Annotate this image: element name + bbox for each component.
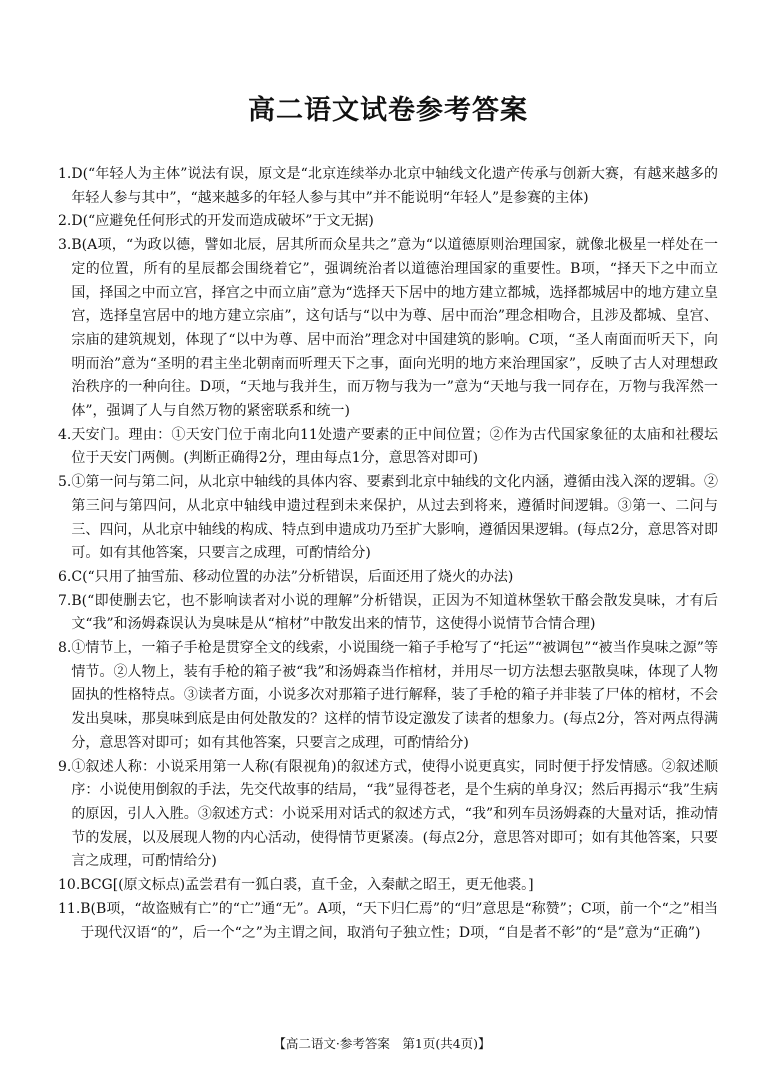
- answer-text: 天安门。理由：①天安门位于南北向11处遗产要素的正中间位置；②作为古代国家象征的太庙和社稷坛位于天安门两侧。(判断正确得2分，理由每点1分，意思答对即可): [71, 426, 718, 467]
- answer-number: 9.: [58, 758, 72, 775]
- answer-number: 2.: [58, 213, 72, 230]
- answer-text: ①情节上，一箱子手枪是贯穿全文的线索，小说围绕一箱子手枪写了“托运”“被调包”“被当作臭味之源”等情节。②人物上，装有手枪的箱子被“我”和汤姆森当作棺材，并用尽一切方法想去驱散臭味，体现了人物固执的性格特点。③读者方面，小说多次对那箱子进行解释，装了手枪的箱子并非装了尸体的棺材，不会发出臭味，那臭味到底是由何处散发的？这样的情节设定激发了读者的想象力。(每点2分，答对两点得满分，意思答对即可；如有其他答案，只要言之成理，可酌情给分): [71, 640, 718, 751]
- answer-text: C(“只用了抽雪茄、移动位置的办法”分析错误，后面还用了烧火的办法): [71, 568, 514, 585]
- answer-text: ①第一问与第二问，从北京中轴线的具体内容、要素到北京中轴线的文化内涵，遵循由浅入深的逻辑。②第三问与第四问，从北京中轴线申遗过程到未来保护，从过去到将来，遵循时间逻辑。③第一、二问与三、四问，从北京中轴线的构成、特点到申遗成功乃至扩大影响，遵循因果逻辑。(每点2分，意思答对即可。如有其他答案，只要言之成理，可酌情给分): [71, 474, 718, 562]
- answer-number: 6.: [58, 568, 72, 585]
- answer-text: B(A项，“为政以德，譬如北辰，居其所而众星共之”意为“以道德原则治理国家，就像北极星一样处在一定的位置，所有的星辰都会围绕着它”，强调统治者以道德治理国家的重要性。B项，“择天下之中而立国，择国之中而立宫，择宫之中而立庙”意为“选择天下居中的地方建立都城，选择都城居中的地方建立皇宫，选择皇宫居中的地方建立宗庙”，这句话与“以中为尊、居中而治”理念相吻合，且涉及都城、皇宫、宗庙的建筑规划，体现了“以中为尊、居中而治”理念对中国建筑的影响。C项，“圣人南面而听天下，向明而治”意为“圣明的君主坐北朝南而听理天下之事，面向光明的地方来治理国家”，反映了古人对理想政治秩序的一种向往。D项，“天地与我并生，而万物与我为一”意为“天地与我一同存在，万物与我浑然一体”，强调了人与自然万物的紧密联系和统一): [71, 237, 718, 420]
- answer-list: [58, 163, 718, 945]
- answer-number: 4.: [58, 426, 72, 443]
- answer-number: 8.: [58, 640, 72, 657]
- answer-text: ①叙述人称：小说采用第一人称(有限视角)的叙述方式，使得小说更真实，同时便于抒发情感。②叙述顺序：小说使用倒叙的手法，先交代故事的结局，“我”显得苍老，是个生病的单身汉；然后再揭示“我”生病的原因，引人入胜。③叙述方式：小说采用对话式的叙述方式，“我”和列车员汤姆森的大量对话，推动情节的发展，以及展现人物的内心活动，使得情节更紧凑。(每点2分，意思答对即可；如有其他答案，只要言之成理，可酌情给分): [71, 758, 718, 870]
- answer-item: [58, 234, 718, 424]
- answer-number: 3.: [58, 237, 72, 254]
- answer-text: B(B项，“故盗贼有亡”的“亡”通“无”。A项，“天下归仁焉”的“归”意思是“称赞”；C项，前一个“之”相当于现代汉语“的”，后一个“之”为主谓之间，取消句子独立性；D项，“自是者不彰”的“是”意为“正确”): [80, 900, 718, 941]
- answer-number: 11.: [58, 900, 81, 917]
- answer-item: [58, 210, 718, 234]
- answer-item: [58, 756, 718, 875]
- answer-item: [58, 898, 718, 945]
- answer-number: 1.: [58, 166, 72, 182]
- answer-item: [58, 424, 718, 471]
- answer-item: [58, 874, 718, 898]
- answer-text: B(“即使删去它，也不影响读者对小说的理解”分析错误，正因为不知道林堡软干酪会散发臭味，才有后文“我”和汤姆森误认为臭味是从“棺材”中散发出来的情节，这使得小说情节合情合理): [71, 592, 718, 633]
- answer-text: BCG[(原文标点)孟尝君有一狐白裘，直千金，入秦献之昭王，更无他裘。]: [80, 877, 534, 894]
- answer-number: 5.: [58, 474, 72, 491]
- answer-number: 7.: [58, 592, 72, 609]
- page-title: 高二语文试卷参考答案: [248, 95, 528, 126]
- answer-text: D(“应避免任何形式的开发而造成破坏”于文无据): [71, 213, 374, 230]
- answer-item: [58, 163, 718, 210]
- answer-item: [58, 471, 718, 566]
- answer-text: D(“年轻人为主体”说法有误，原文是“北京连续举办北京中轴线文化遗产传承与创新大赛，有越来越多的年轻人参与其中”，“越来越多的年轻人参与其中”并不能说明“年轻人”是参赛的主体): [71, 166, 718, 206]
- answer-item: [58, 590, 718, 637]
- page-footer: 【高二语文·参考答案 第1页(共4页)】: [273, 1036, 491, 1051]
- answer-number: 10.: [58, 877, 81, 894]
- answer-item: [58, 566, 718, 590]
- answer-item: [58, 637, 718, 756]
